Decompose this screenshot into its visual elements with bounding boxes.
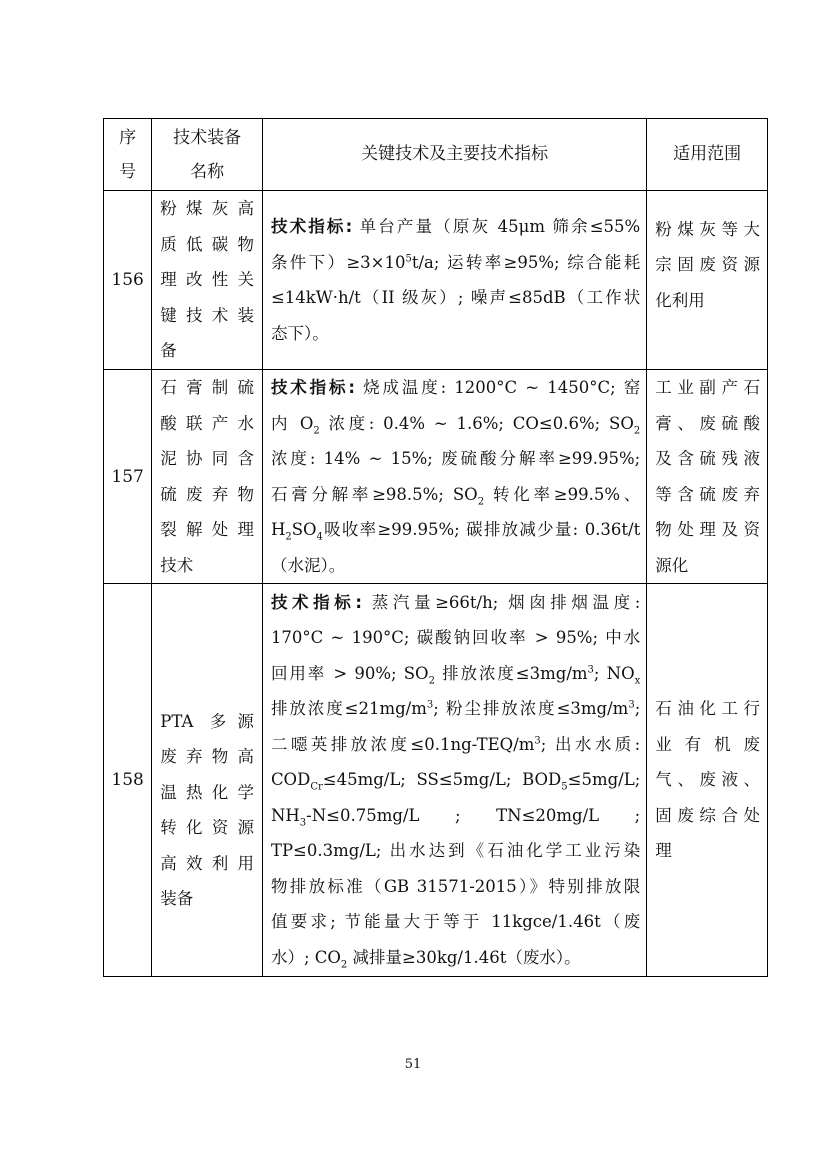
row-index-cell bbox=[104, 584, 152, 977]
equipment-name-cell bbox=[152, 584, 263, 977]
key-tech-line: 条件下）$\ge 3\times 10^5t/a$; 运转率≥95%; 综合能耗 bbox=[270, 252, 641, 272]
scope-line: 等含硫废弃 bbox=[655, 484, 760, 504]
table-row bbox=[104, 584, 768, 977]
key-tech-line: 排放浓度$\le 21mg/m^3$; 粉尘排放浓度$\le 3mg/m^3$; bbox=[270, 699, 641, 719]
key-tech-line: 回用率 > 90%; $SO_2$ 排放浓度$\le 3mg/m^3$; $NO_x$ bbox=[270, 663, 641, 687]
equipment-name-line: 石膏制硫 bbox=[160, 378, 254, 397]
equipment-name-line: 备 bbox=[160, 341, 177, 361]
equipment-name-line: 键技术装 bbox=[160, 305, 254, 325]
equipment-name-line: 质低碳物 bbox=[160, 234, 254, 254]
equipment-name-line: 装备 bbox=[160, 889, 194, 908]
key-tech-line: 技术指标: 单台产量（原灰 45μm 筛余≤55% bbox=[270, 217, 641, 236]
equipment-name-line: 转化资源 bbox=[160, 818, 254, 837]
scope-line: 膏、废硫酸 bbox=[655, 413, 760, 433]
row-index-cell bbox=[104, 191, 152, 370]
key-tech-line: ≤14kW·h/t（II 级灰）; 噪声≤85dB（工作状 bbox=[270, 288, 641, 307]
equipment-name-line: 高效利用 bbox=[160, 853, 254, 873]
key-tech-cell bbox=[262, 584, 646, 977]
key-tech-line: TP≤0.3mg/L; 出水达到《石油化学工业污染 bbox=[270, 841, 641, 861]
header-index-line: 序 bbox=[119, 127, 137, 148]
header-name-line: 技术装备 bbox=[173, 127, 242, 148]
table-header-row bbox=[104, 119, 768, 191]
scope-line: 气、废液、 bbox=[655, 770, 760, 790]
key-tech-line: 物排放标准（GB 31571-2015）》特别排放限 bbox=[270, 876, 641, 896]
page-number: 51 bbox=[404, 1057, 422, 1072]
key-tech-cell bbox=[262, 370, 646, 584]
header-key-tech: 关键技术及主要技术指标 bbox=[262, 119, 646, 191]
row-index: 156 bbox=[111, 270, 144, 290]
tech-indicator-label: 技术指标: bbox=[270, 217, 353, 236]
key-tech-line: $NH_3-N\le 0.75mg/L$ ; TN≤20mg/L ; bbox=[270, 805, 641, 829]
table-row bbox=[104, 191, 768, 370]
equipment-name-line: 酸联产水 bbox=[160, 413, 254, 433]
row-index: 158 bbox=[111, 770, 144, 790]
equipment-name-line: 温热化学 bbox=[160, 782, 254, 802]
scope-line: 石油化工行 bbox=[655, 699, 760, 719]
key-tech-line: 态下）。 bbox=[270, 323, 329, 343]
tech-indicator-label: 技术指标: bbox=[270, 378, 356, 397]
equipment-name-line: 废弃物高 bbox=[160, 747, 254, 766]
table-row bbox=[104, 370, 768, 584]
scope-line: 理 bbox=[655, 841, 672, 861]
scope-cell bbox=[647, 584, 768, 977]
header-index bbox=[104, 119, 152, 191]
key-tech-line: 技术指标: 蒸汽量≥66t/h; 烟囱排烟温度: bbox=[270, 592, 641, 612]
tech-indicator-label: 技术指标: bbox=[270, 592, 362, 612]
key-tech-cell bbox=[262, 191, 646, 370]
scope-line: 化利用 bbox=[655, 290, 705, 310]
scope-line: 物处理及资 bbox=[655, 520, 760, 539]
equipment-name-cell bbox=[152, 370, 263, 584]
scope-line: 工业副产石 bbox=[655, 378, 760, 397]
key-tech-line: 浓度: 14% ~ 15%; 废硫酸分解率≥99.95%; bbox=[270, 449, 641, 468]
scope-cell bbox=[647, 191, 768, 370]
row-index: 157 bbox=[111, 466, 144, 487]
scope-line: 业有机废 bbox=[655, 734, 760, 754]
equipment-name-line: 硫废弃物 bbox=[160, 484, 254, 504]
header-name-line: 名称 bbox=[190, 161, 225, 182]
equipment-name-line: 技术 bbox=[160, 555, 194, 575]
scope-line: 宗固废资源 bbox=[655, 255, 760, 275]
header-scope: 适用范围 bbox=[647, 119, 768, 191]
key-tech-line: （水泥）。 bbox=[270, 555, 346, 575]
technology-table bbox=[103, 118, 768, 977]
key-tech-line: $COD_{Cr}\le 45mg/L$; SS≤5mg/L; $BOD_5\le 5mg/L$; bbox=[270, 770, 641, 793]
equipment-name-line: 粉煤灰高 bbox=[160, 199, 254, 219]
key-tech-line: 值要求; 节能量大于等于 11kgce/1.46t（废 bbox=[270, 912, 641, 932]
scope-line: 固废综合处 bbox=[655, 805, 760, 825]
key-tech-line: $H_2SO_4$吸收率≥99.95%; 碳排放减少量: 0.36t/t bbox=[270, 520, 641, 543]
row-index-cell bbox=[104, 370, 152, 584]
scope-line: 粉煤灰等大 bbox=[655, 219, 760, 239]
equipment-name-cell bbox=[152, 191, 263, 370]
key-tech-line: 水）; $CO_2$ 减排量≥30kg/1.46t（废水）。 bbox=[270, 947, 581, 971]
scope-line: 源化 bbox=[655, 555, 689, 575]
equipment-name-line: 裂解处理 bbox=[160, 520, 254, 539]
key-tech-line: 石膏分解率≥98.5%; $SO_2$ 转化率≥99.5%、 bbox=[270, 484, 641, 507]
scope-line: 及含硫残液 bbox=[655, 449, 760, 468]
header-index-line: 号 bbox=[119, 161, 137, 182]
header-name bbox=[152, 119, 263, 191]
key-tech-line: 内 $O_2$ 浓度: 0.4% ~ 1.6%; CO≤0.6%; $SO_2$ bbox=[270, 413, 641, 436]
equipment-name-line: 泥协同含 bbox=[160, 449, 254, 468]
key-tech-line: 170°C ~ 190°C; 碳酸钠回收率 > 95%; 中水 bbox=[270, 628, 641, 648]
equipment-name-line: PTA 多源 bbox=[160, 711, 254, 731]
equipment-name-line: 理改性关 bbox=[160, 270, 254, 290]
key-tech-line: 技术指标: 烧成温度: 1200°C ~ 1450°C; 窑 bbox=[270, 378, 641, 397]
key-tech-line: 二噁英排放浓度$\le 0.1ng-TEQ/m^3$; 出水水质: bbox=[270, 734, 641, 754]
scope-cell bbox=[647, 370, 768, 584]
